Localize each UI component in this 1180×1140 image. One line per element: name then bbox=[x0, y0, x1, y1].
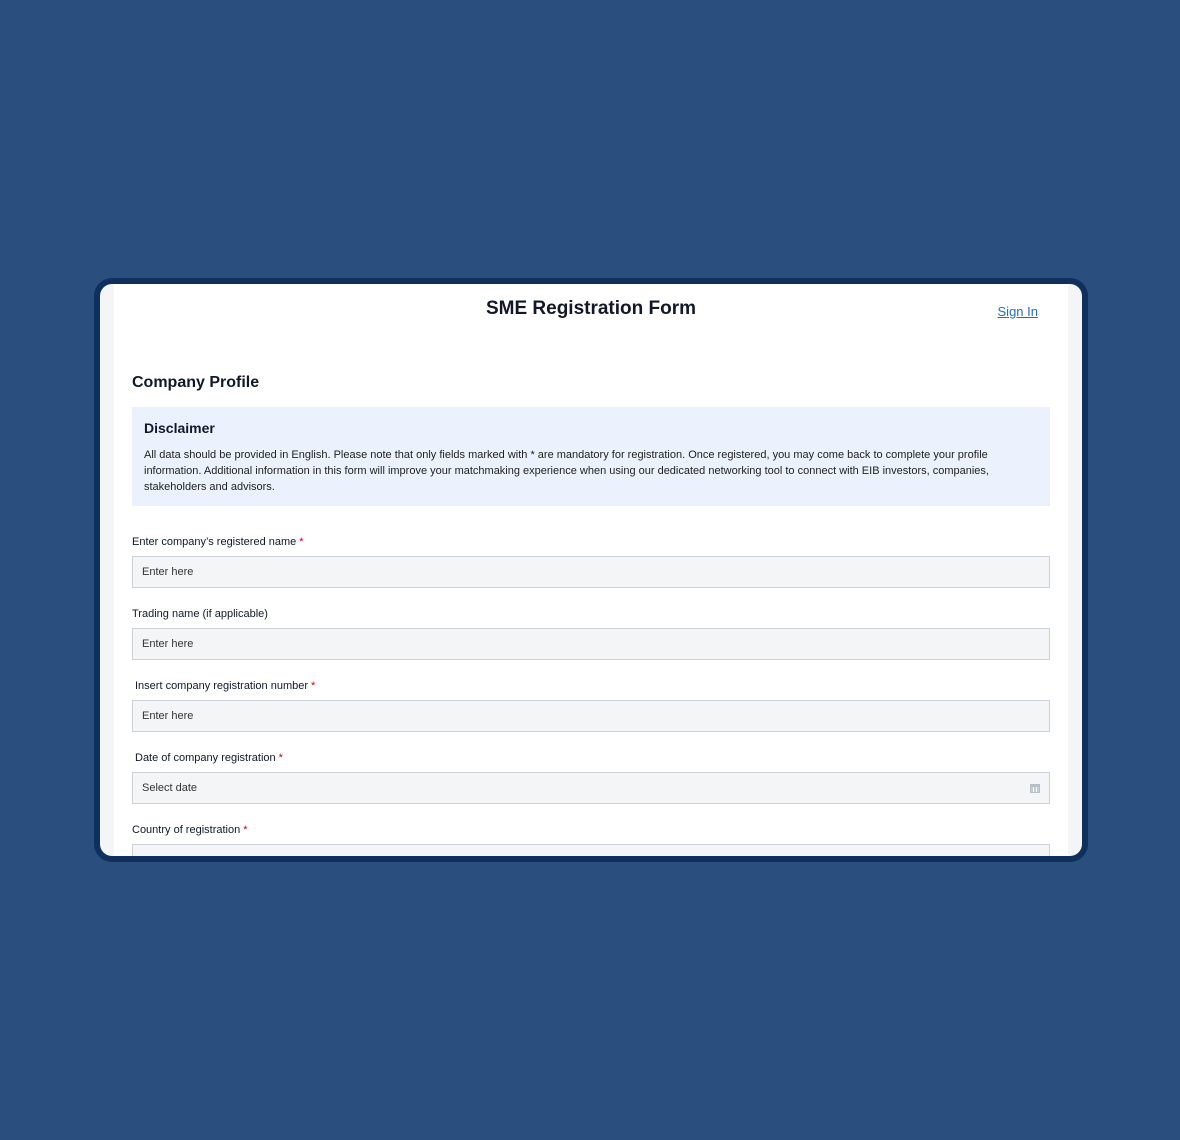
page-title: SME Registration Form bbox=[485, 298, 697, 319]
date-picker-input[interactable] bbox=[132, 772, 1050, 804]
sign-in-link[interactable]: Sign In bbox=[997, 304, 1038, 319]
required-marker: * bbox=[243, 824, 248, 836]
form-content bbox=[114, 374, 1068, 856]
calendar-icon[interactable] bbox=[1030, 784, 1040, 793]
input-placeholder: Enter here bbox=[142, 638, 194, 650]
field-label bbox=[132, 679, 1050, 693]
field-label bbox=[132, 823, 1050, 837]
input-placeholder: Enter here bbox=[142, 710, 194, 722]
field-registered-name bbox=[132, 535, 1050, 588]
field-label-text: Trading name (if applicable) bbox=[132, 608, 268, 620]
field-country bbox=[132, 823, 1050, 856]
screen bbox=[100, 284, 1082, 856]
input-placeholder: Enter here bbox=[142, 566, 194, 578]
field-label-text: Date of company registration bbox=[135, 752, 276, 764]
disclaimer-title: Disclaimer bbox=[144, 420, 215, 436]
field-label-text: Insert company registration number bbox=[135, 680, 309, 692]
field-registration-number bbox=[132, 679, 1050, 732]
field-label bbox=[132, 607, 1050, 621]
registration-number-input[interactable] bbox=[132, 700, 1050, 732]
input-placeholder: Select date bbox=[142, 782, 198, 794]
registered-name-input[interactable] bbox=[132, 556, 1050, 588]
required-marker: * bbox=[299, 536, 304, 548]
disclaimer-text: All data should be provided in English. Please note that only fields marked with * are mandatory for registration. Once registered, you may come back to complete your profile information. Additional information in this form will improve your matchmaking experience when using our dedicated networking tool to connect with EIB investors, companies, stakeholders and advisors. bbox=[144, 449, 989, 493]
registration-page bbox=[114, 284, 1068, 856]
trading-name-input[interactable] bbox=[132, 628, 1050, 660]
device-frame bbox=[94, 278, 1088, 862]
field-registration-date bbox=[132, 751, 1050, 804]
header bbox=[114, 284, 1068, 344]
field-label bbox=[132, 751, 1050, 765]
field-label-text: Enter company’s registered name bbox=[132, 536, 297, 548]
field-trading-name bbox=[132, 607, 1050, 660]
disclaimer-box bbox=[132, 407, 1050, 506]
country-select[interactable] bbox=[132, 844, 1050, 856]
required-marker: * bbox=[311, 680, 316, 692]
field-label bbox=[132, 535, 1050, 549]
required-marker: * bbox=[278, 752, 283, 764]
section-title: Company Profile bbox=[132, 374, 260, 391]
field-label-text: Country of registration bbox=[132, 824, 241, 836]
